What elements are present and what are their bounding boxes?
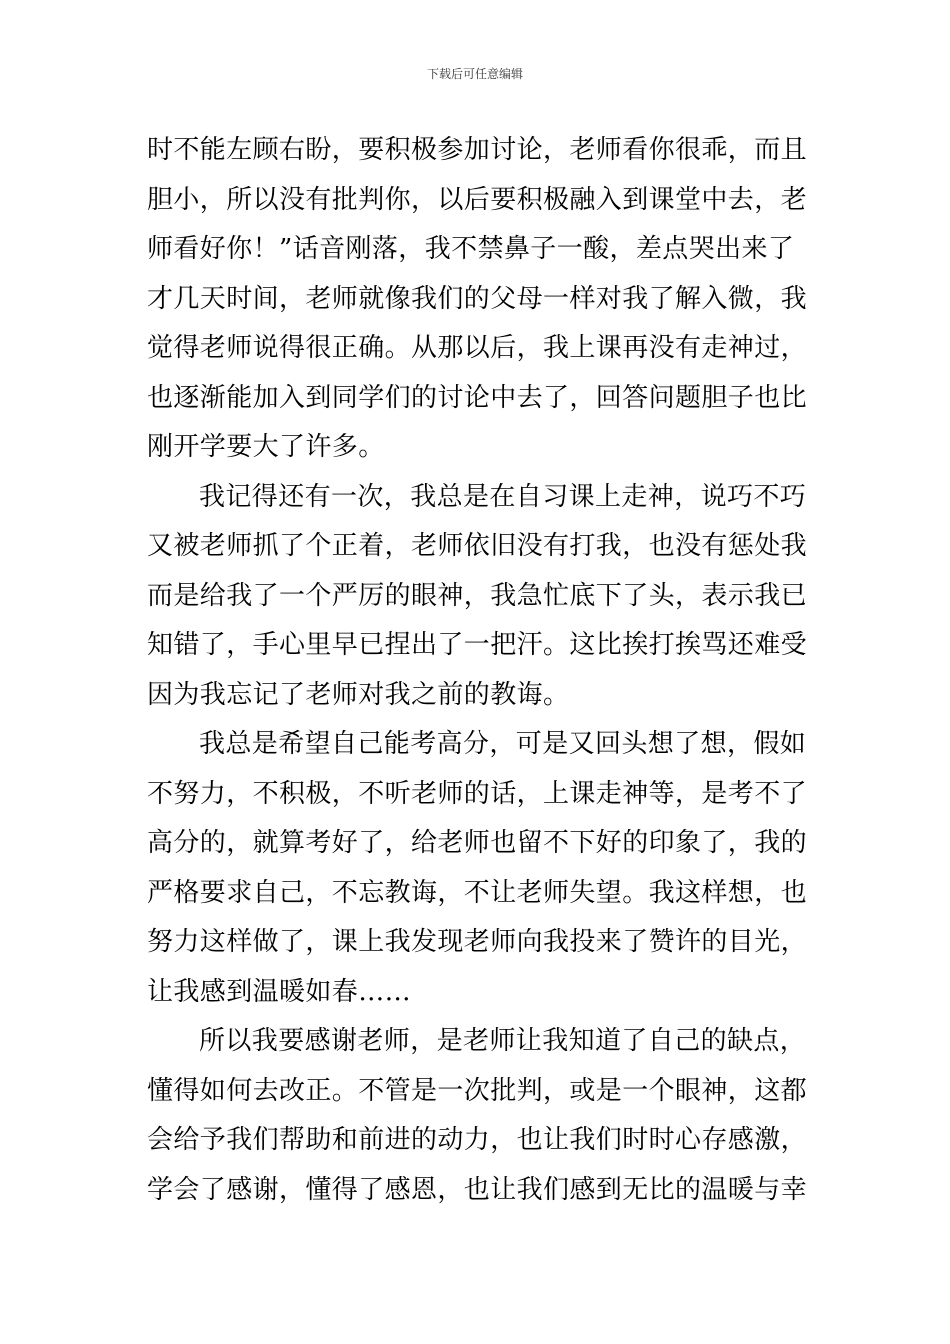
text-line: 学会了感谢，懂得了感恩，也让我们感到无比的温暖与幸: [147, 1174, 807, 1205]
text-line: 不努力，不积极，不听老师的话，上课走神等，是考不了: [147, 778, 807, 809]
text-line: 觉得老师说得很正确。从那以后，我上课再没有走神过，: [147, 333, 807, 363]
text-line: 时不能左顾右盼，要积极参加讨论，老师看你很乖，而且: [147, 135, 807, 165]
page-header: 下载后可任意编辑: [426, 67, 523, 81]
text-line: 高分的，就算考好了，给老师也留不下好的印象了，我的: [147, 828, 807, 858]
text-line: 才几天时间，老师就像我们的父母一样对我了解入微，我: [147, 283, 807, 314]
text-line: 又被老师抓了个正着，老师依旧没有打我，也没有惩处我: [147, 531, 807, 561]
text-line: 严格要求自己，不忘教诲，不让老师失望。我这样想，也: [147, 877, 807, 908]
text-line: 让我感到温暖如春……: [147, 976, 412, 1007]
text-line: 师看好你！”话音刚落，我不禁鼻子一酸，差点哭出来了: [147, 234, 795, 264]
paragraph-first-line: 我记得还有一次，我总是在自习课上走神，说巧不巧: [199, 481, 807, 512]
text-line: 会给予我们帮助和前进的动力，也让我们时时心存感激，: [147, 1125, 807, 1155]
text-line: 而是给我了一个严厉的眼神，我急忙底下了头，表示我已: [147, 580, 807, 611]
text-line: 因为我忘记了老师对我之前的教诲。: [147, 679, 570, 710]
text-line: 也逐渐能加入到同学们的讨论中去了，回答问题胆子也比: [147, 382, 807, 413]
text-line: 努力这样做了，课上我发现老师向我投来了赞许的目光，: [147, 927, 807, 957]
text-line: 胆小，所以没有批判你，以后要积极融入到课堂中去，老: [147, 184, 807, 215]
paragraph-first-line: 所以我要感谢老师，是老师让我知道了自己的缺点，: [199, 1026, 807, 1056]
text-line: 知错了，手心里早已捏出了一把汗。这比挨打挨骂还难受: [147, 630, 807, 660]
text-line: 刚开学要大了许多。: [147, 432, 385, 462]
paragraph-first-line: 我总是希望自己能考高分，可是又回头想了想，假如: [199, 729, 807, 759]
text-line: 懂得如何去改正。不管是一次批判，或是一个眼神，这都: [147, 1075, 807, 1106]
document-body: [147, 126, 807, 1215]
